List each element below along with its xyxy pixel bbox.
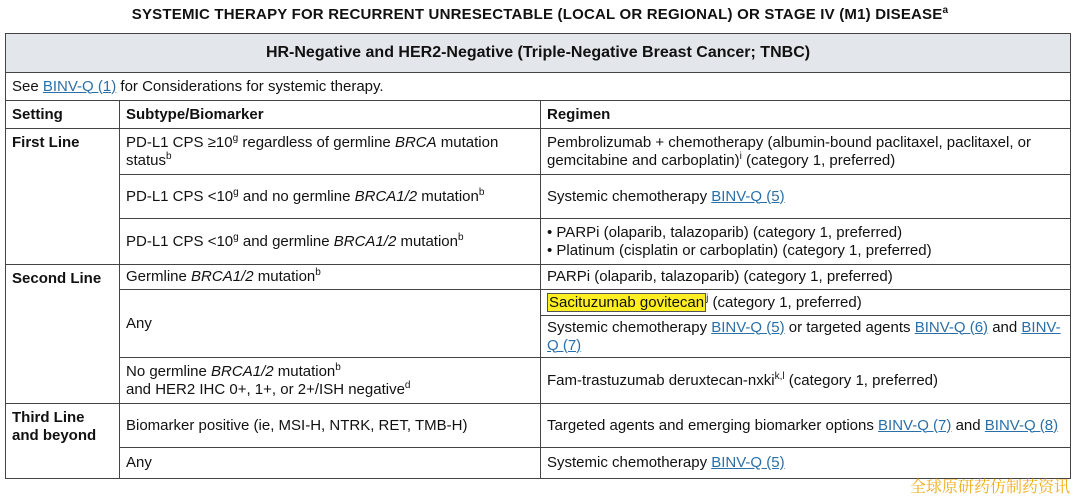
footnote-marker: k,l — [774, 370, 785, 382]
footnote-marker: b — [315, 267, 321, 278]
subtype-text: PD-L1 CPS <10 — [126, 232, 234, 250]
second-line-subtype-any: Any — [120, 290, 541, 358]
footnote-marker: b — [458, 231, 464, 243]
table-banner: HR-Negative and HER2-Negative (Triple-Negative Breast Cancer; TNBC) — [6, 34, 1071, 73]
regimen-bullet: • PARPi (olaparib, talazoparib) (category 1, preferred) — [547, 223, 903, 241]
first-line-subtype-2 — [120, 175, 541, 219]
second-line-regimen-4 — [541, 358, 1071, 404]
setting-first-line: First Line — [6, 129, 120, 265]
regimen-text: (category 1, preferred) — [784, 371, 938, 389]
header-subtype: Subtype/Biomarker — [120, 101, 541, 129]
header-setting: Setting — [6, 101, 120, 129]
see-prefix: See — [12, 77, 39, 95]
binv-q-1-link[interactable]: BINV-Q (1) — [42, 77, 117, 95]
setting-second-line: Second Line — [6, 265, 120, 404]
binv-q-7-link[interactable]: BINV-Q (7) — [547, 318, 1061, 354]
subtype-text: Germline — [126, 268, 192, 285]
binv-q-8-link[interactable]: BINV-Q (8) — [984, 416, 1059, 434]
watermark-text: 全球原研药仿制药资讯 — [909, 477, 1070, 496]
binv-q-5-link[interactable]: BINV-Q (5) — [711, 318, 785, 336]
footnote-marker: b — [478, 186, 485, 198]
first-line-regimen-2 — [541, 175, 1071, 219]
setting-label: Third Line — [12, 409, 85, 426]
footnote-marker: j — [706, 292, 709, 304]
regimen-text: and — [988, 318, 1022, 336]
regimen-bullet: • Platinum (cisplatin or carboplatin) (category 1, preferred) — [547, 241, 932, 259]
regimen-text: Systemic chemotherapy — [547, 454, 712, 471]
gene-name: BRCA1/2 — [191, 268, 254, 285]
second-line-regimen-3 — [541, 316, 1071, 358]
regimen-text: Fam-trastuzumab deruxtecan-nxki — [547, 371, 775, 389]
regimen-text: Systemic chemotherapy — [547, 187, 712, 205]
see-suffix: for Considerations for systemic therapy. — [120, 77, 384, 95]
second-line-subtype-4 — [120, 358, 541, 404]
setting-third-line — [6, 404, 120, 479]
setting-label: and beyond — [12, 427, 97, 444]
second-line-regimen-2 — [541, 290, 1071, 316]
gene-name: BRCA1/2 — [333, 232, 397, 250]
subtype-text: mutation — [396, 232, 458, 250]
subtype-text: mutation status — [126, 133, 499, 169]
page-title-text: SYSTEMIC THERAPY FOR RECURRENT UNRESECTABLE (LOCAL OR REGIONAL) OR STAGE IV (M1) DISEASE — [131, 6, 943, 23]
footnote-marker: g — [232, 132, 239, 144]
regimen-text: (category 1, preferred) — [708, 293, 862, 311]
subtype-text: and HER2 IHC 0+, 1+, or 2+/ISH negative — [126, 380, 405, 398]
subtype-text: PD-L1 CPS ≥10 — [126, 133, 233, 151]
therapy-table — [5, 33, 1071, 479]
subtype-text: regardless of germline — [238, 133, 395, 151]
binv-q-7-link[interactable]: BINV-Q (7) — [878, 416, 952, 434]
subtype-text: and germline — [238, 232, 334, 250]
subtype-text: mutation — [273, 362, 336, 380]
second-line-regimen-1: PARPi (olaparib, talazoparib) (category 1, preferred) — [541, 265, 1071, 290]
first-line-regimen-3 — [541, 219, 1071, 265]
regimen-text: and — [951, 416, 985, 434]
considerations-row — [6, 73, 1071, 101]
binv-q-5-link[interactable]: BINV-Q (5) — [711, 187, 785, 205]
subtype-text: No germline — [126, 362, 212, 380]
regimen-text: Pembrolizumab + chemotherapy (albumin-bound paclitaxel, paclitaxel, or gemcitabine and carboplatin) — [547, 133, 1031, 169]
regimen-text: Systemic chemotherapy — [547, 318, 712, 336]
third-line-regimen-1 — [541, 404, 1071, 448]
gene-name: BRCA1/2 — [354, 187, 418, 205]
gene-name: BRCA1/2 — [211, 362, 274, 380]
binv-q-5-link[interactable]: BINV-Q (5) — [711, 454, 785, 471]
footnote-marker: b — [335, 361, 341, 373]
subtype-text: and no germline — [238, 187, 355, 205]
footnote-marker: g — [233, 231, 239, 243]
header-regimen: Regimen — [541, 101, 1071, 129]
regimen-text: or targeted agents — [784, 318, 915, 336]
first-line-subtype-1 — [120, 129, 541, 175]
first-line-subtype-3 — [120, 219, 541, 265]
page-title — [0, 6, 1080, 23]
footnote-marker: b — [166, 150, 172, 162]
footnote-marker: g — [233, 186, 239, 198]
regimen-text: Targeted agents and emerging biomarker options — [547, 416, 879, 434]
subtype-text: mutation — [253, 268, 316, 285]
first-line-regimen-1 — [541, 129, 1071, 175]
footnote-marker: i — [739, 150, 742, 162]
third-line-subtype-any: Any — [120, 448, 541, 479]
third-line-subtype-1: Biomarker positive (ie, MSI-H, NTRK, RET, TMB-H) — [120, 404, 541, 448]
page-title-footnote: a — [942, 5, 949, 16]
highlighted-drug: Sacituzumab govitecan — [549, 293, 705, 311]
therapy-table-container — [5, 33, 1070, 479]
footnote-marker: d — [404, 379, 411, 391]
subtype-text: mutation — [417, 187, 479, 205]
gene-name: BRCA — [394, 133, 437, 151]
binv-q-6-link[interactable]: BINV-Q (6) — [914, 318, 989, 336]
subtype-text: PD-L1 CPS <10 — [126, 187, 234, 205]
second-line-subtype-1 — [120, 265, 541, 290]
regimen-text: (category 1, preferred) — [741, 151, 896, 169]
